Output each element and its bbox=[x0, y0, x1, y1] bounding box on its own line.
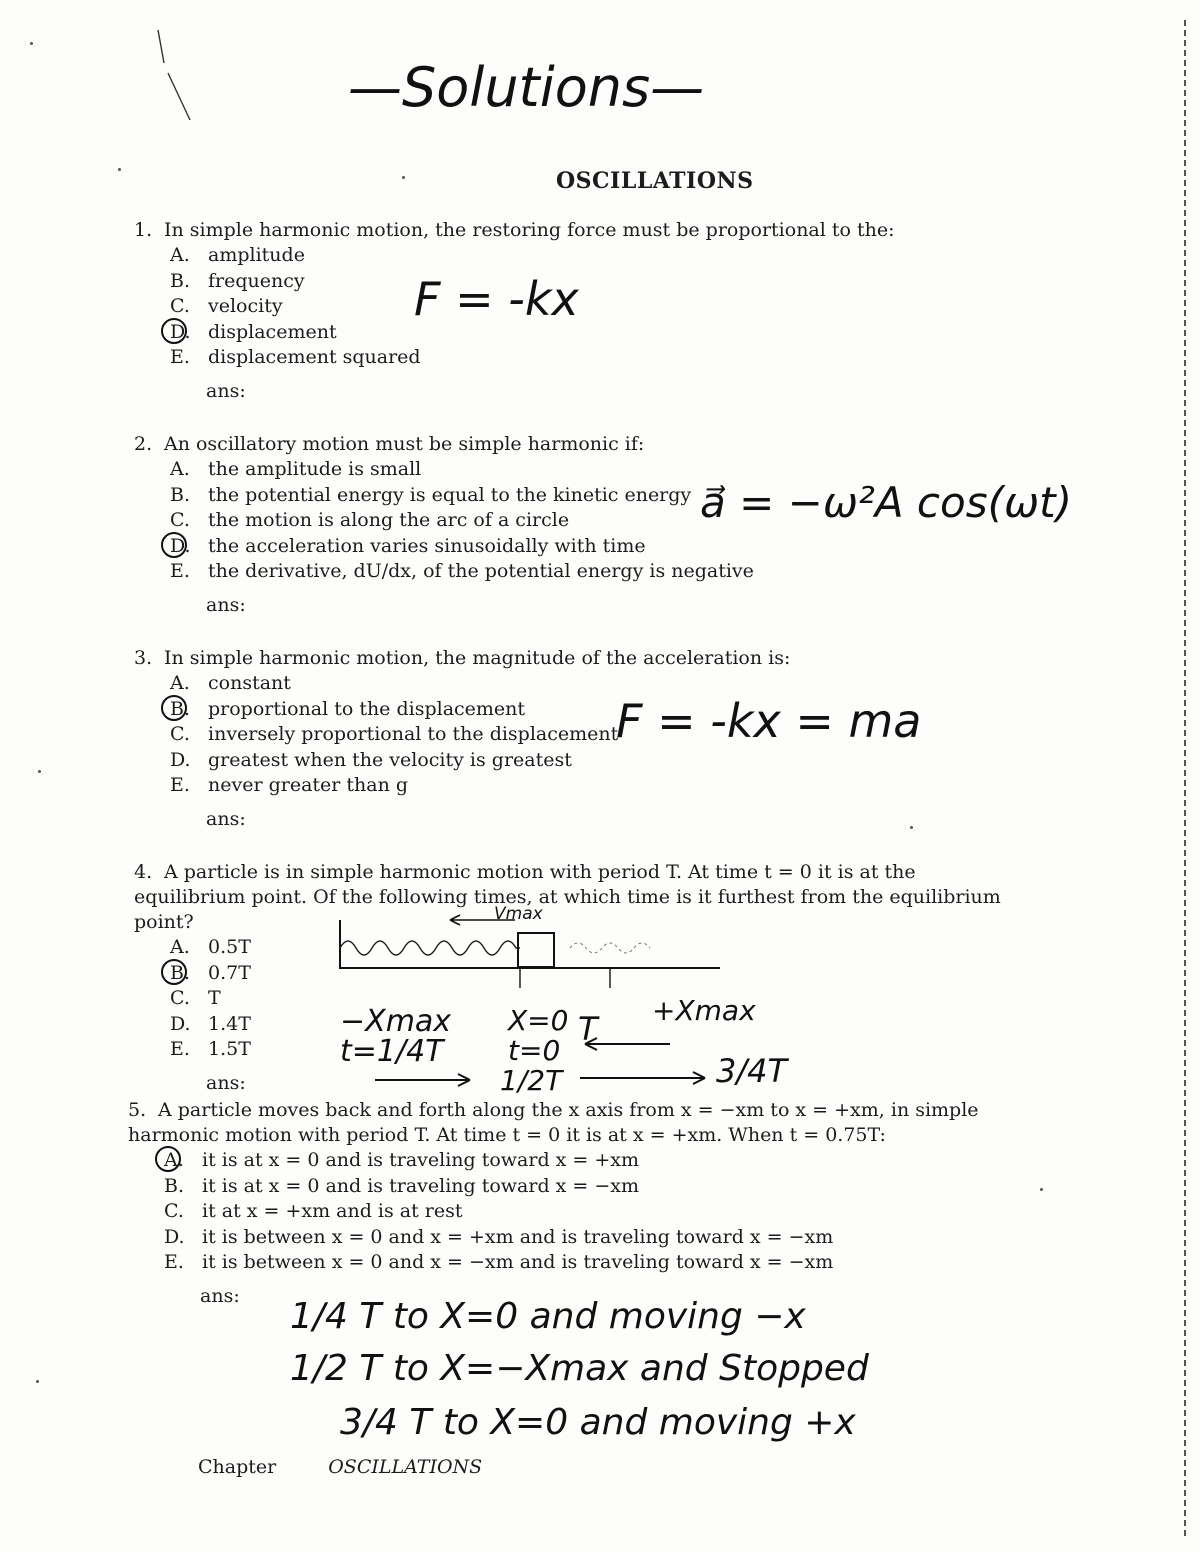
ans-label: ans: bbox=[206, 807, 246, 830]
option-a: A. the amplitude is small bbox=[170, 458, 422, 480]
option-b: B. it is at x = 0 and is traveling toward x = −xm bbox=[164, 1174, 640, 1197]
ans-label: ans: bbox=[206, 593, 246, 616]
question-4: 4. A particle is in simple harmonic motion with period T. At time t = 0 it is at the equilibrium point. Of the following times, at which time is it furthest from the equilibrium point? A. 0.5T B. 0.7T C. T D. 1.4T E. 1.5T ans: bbox=[134, 860, 1004, 1096]
scan-speck bbox=[36, 1380, 39, 1383]
option-e: E. 1.5T bbox=[170, 1038, 251, 1060]
option-a: A. 0.5T bbox=[170, 936, 251, 958]
handwritten-neg-xmax: −Xmax bbox=[340, 1004, 452, 1039]
option-c: C. the motion is along the arc of a circle bbox=[170, 509, 570, 531]
question-2: 2. An oscillatory motion must be simple harmonic if: A. the amplitude is small B. the potential energy is equal to the kinetic energy C. the motion is along the arc of a circle D. the acceleration varies sinusoidally with time E. the derivative, dU/dx, of the potential energy is negative ans: bbox=[134, 432, 1004, 618]
handwritten-note-q3: F = -kx = ma bbox=[616, 694, 922, 748]
scan-edge-rule bbox=[1184, 20, 1186, 1540]
scan-speck bbox=[1040, 1188, 1043, 1191]
chapter-label: Chapter bbox=[198, 1456, 277, 1478]
option-a: A. it is at x = 0 and is traveling toward x = +xm bbox=[164, 1148, 1008, 1174]
scan-speck bbox=[38, 770, 41, 773]
handwritten-x-zero: X=0 bbox=[508, 1004, 569, 1037]
handwritten-note-q5-line3: 3/4 T to X=0 and moving +x bbox=[340, 1402, 856, 1443]
handwritten-title: —Solutions— bbox=[348, 56, 705, 119]
option-c: C. it at x = +xm and is at rest bbox=[164, 1200, 463, 1222]
handwritten-pos-xmax: +Xmax bbox=[652, 994, 756, 1027]
question-stem: A particle is in simple harmonic motion with period T. At time t = 0 it is at the equilibrium point. Of the following times, at which time is it furthest from the equilibrium point? bbox=[134, 861, 1001, 933]
option-e: E. it is between x = 0 and x = −xm and is traveling toward x = −xm bbox=[164, 1251, 834, 1273]
option-d: D. the acceleration varies sinusoidally with time bbox=[170, 534, 1004, 560]
handwritten-quarter-t: t=1/4T bbox=[340, 1034, 444, 1069]
sketch-arrows bbox=[370, 1030, 720, 1090]
ans-label: ans: bbox=[206, 1071, 246, 1094]
question-stem: In simple harmonic motion, the restoring force must be proportional to the: bbox=[164, 219, 895, 241]
question-5: 5. A particle moves back and forth along the x axis from x = −xm to x = +xm, in simple harmonic motion with period T. At time t = 0 it is at x = +xm. When t = 0.75T: A. it is at x = 0 and is traveling toward x = +xm B. it is at x = 0 and is traveling toward x = −xm C. it at x = +xm and is at rest D. it is between x = 0 and x = +xm and is traveling toward x = −xm E. it is between x = 0 and x = −xm and is traveling toward x = −xm ans: bbox=[128, 1098, 1008, 1309]
option-e: E. the derivative, dU/dx, of the potential energy is negative bbox=[170, 560, 754, 582]
answer-circle bbox=[161, 318, 187, 344]
scan-speck bbox=[910, 826, 913, 829]
handwritten-period-t: T bbox=[578, 1010, 598, 1048]
option-b: B. proportional to the displacement bbox=[170, 697, 1004, 723]
option-a: A. amplitude bbox=[170, 244, 305, 266]
option-c: C. velocity bbox=[170, 295, 283, 317]
chapter-footer bbox=[198, 1456, 482, 1478]
section-title: OSCILLATIONS bbox=[556, 168, 754, 194]
scan-speck bbox=[30, 42, 33, 45]
handwritten-note-q1: F = -kx bbox=[414, 272, 579, 326]
handwritten-t-zero: t=0 bbox=[508, 1034, 561, 1067]
option-b: B. the potential energy is equal to the kinetic energy bbox=[170, 483, 692, 506]
handwritten-half-t: 1/2T bbox=[500, 1064, 563, 1097]
option-b: B. frequency bbox=[170, 269, 305, 292]
option-d: D. greatest when the velocity is greatest bbox=[170, 748, 572, 771]
option-d: D. 1.4T bbox=[170, 1012, 251, 1035]
question-3: 3. In simple harmonic motion, the magnitude of the acceleration is: A. constant B. proportional to the displacement C. inversely proportional to the displacement D. greatest when the velocity is greatest E. never greater than g ans: bbox=[134, 646, 1004, 832]
option-c: C. T bbox=[170, 987, 221, 1009]
option-d: D. displacement bbox=[170, 320, 1004, 346]
handwritten-note-q5-line1: 1/4 T to X=0 and moving −x bbox=[290, 1296, 806, 1337]
handwritten-three-quarter-t: 3/4T bbox=[716, 1052, 788, 1090]
handwritten-vmax: Vmax bbox=[494, 904, 543, 924]
question-stem: A particle moves back and forth along the x axis from x = −xm to x = +xm, in simple harmonic motion with period T. At time t = 0 it is at x = +xm. When t = 0.75T: bbox=[128, 1099, 979, 1146]
option-e: E. displacement squared bbox=[170, 346, 421, 368]
handwritten-note-q5-line2: 1/2 T to X=−Xmax and Stopped bbox=[290, 1348, 869, 1389]
handwritten-note-q2: a⃗ = −ω²A cos(ωt) bbox=[700, 478, 1072, 527]
ans-label: ans: bbox=[200, 1284, 240, 1307]
option-d: D. it is between x = 0 and x = +xm and is traveling toward x = −xm bbox=[164, 1225, 834, 1248]
option-a: A. constant bbox=[170, 672, 291, 694]
ans-label: ans: bbox=[206, 379, 246, 402]
answer-circle bbox=[161, 959, 187, 985]
option-c: C. inversely proportional to the displacement bbox=[170, 723, 619, 745]
scan-speck bbox=[118, 168, 121, 171]
question-stem: In simple harmonic motion, the magnitude of the acceleration is: bbox=[164, 647, 791, 669]
chapter-title: OSCILLATIONS bbox=[328, 1456, 483, 1478]
answer-circle bbox=[161, 695, 187, 721]
question-number: 1. bbox=[134, 219, 153, 241]
option-b: B. 0.7T bbox=[170, 961, 1004, 987]
answer-circle bbox=[155, 1146, 181, 1172]
option-e: E. never greater than g bbox=[170, 774, 409, 796]
question-stem: An oscillatory motion must be simple harmonic if: bbox=[164, 433, 645, 455]
answer-circle bbox=[161, 532, 187, 558]
scan-speck bbox=[402, 176, 405, 179]
scan-stroke-mark bbox=[150, 28, 200, 123]
